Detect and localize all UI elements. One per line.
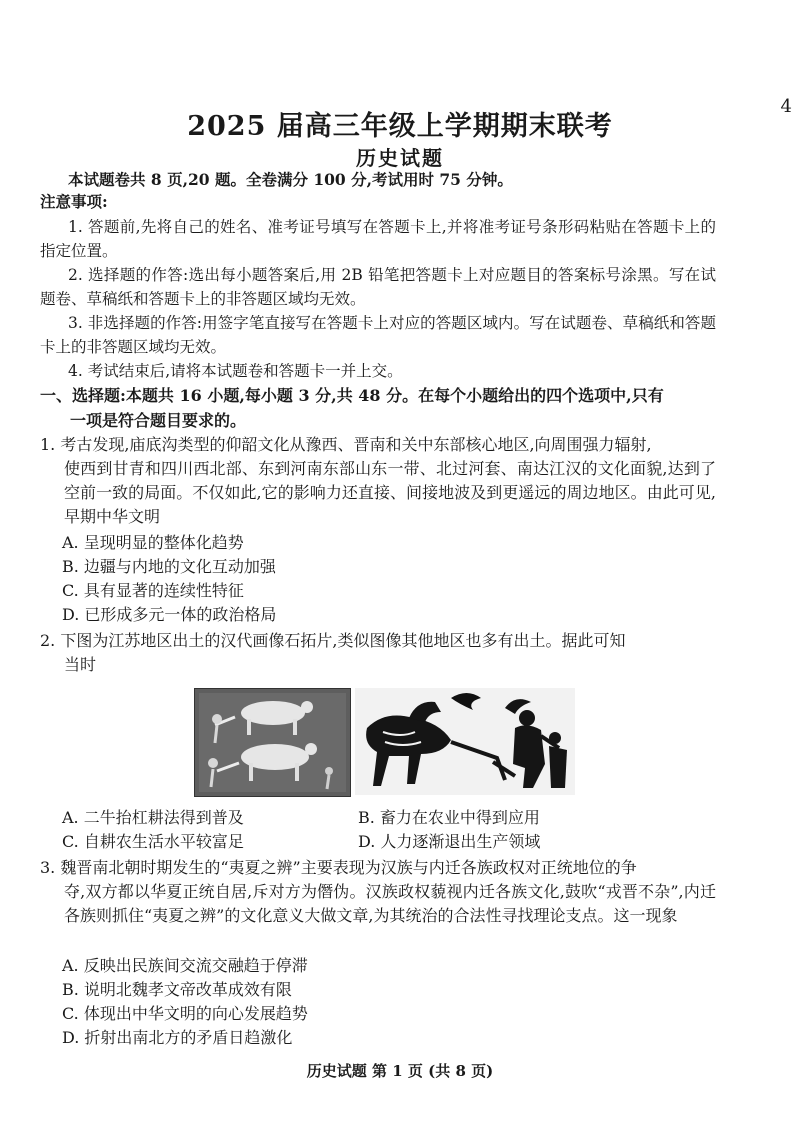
question-2-option-b: B. 畜力在农业中得到应用 <box>358 808 540 827</box>
question-2-first-line: 2. 下图为江苏地区出土的汉代画像石拓片,类似图像其他地区也多有出土。据此可知 <box>40 631 626 650</box>
page-corner-number: 4 <box>780 96 792 117</box>
horse-plowing-rubbing-image <box>355 688 575 795</box>
question-3-option-a: A. 反映出民族间交流交融趋于停滞 <box>62 956 308 975</box>
stone-rubbing-image-1 <box>194 688 351 797</box>
section-heading-line1: 一、选择题:本题共 16 小题,每小题 3 分,共 48 分。在每个小题给出的四个选项中,只有 <box>40 386 664 405</box>
question-3-option-b: B. 说明北魏孝文帝改革成效有限 <box>62 980 292 999</box>
note-item-1: 1. 答题前,先将自己的姓名、准考证号填写在答题卡上,并将准考证号条形码粘贴在答题卡上的指定位置。 <box>40 218 716 260</box>
ox-plowing-rubbing-image <box>195 689 350 796</box>
stone-rubbing-image-2 <box>355 688 575 795</box>
subject-title: 历史试题 <box>356 146 444 170</box>
paper-info: 本试题卷共 8 页,20 题。全卷满分 100 分,考试用时 75 分钟。 <box>68 170 513 189</box>
question-2-option-d: D. 人力逐渐退出生产领域 <box>358 832 541 851</box>
question-3-option-c: C. 体现出中华文明的向心发展趋势 <box>62 1004 308 1023</box>
question-3-stem <box>40 856 716 928</box>
question-2-stem <box>40 629 716 677</box>
question-2-text: 当时 <box>64 655 97 674</box>
question-1-text: 使西到甘青和四川西北部、东到河南东部山东一带、北过河套、南达江汉的文化面貌,达到了空前一致的局面。不仅如此,它的影响力还直接、间接地波及到更遥远的周边地区。由此可见,早期中华文明 <box>64 459 716 526</box>
question-3-first-line: 3. 魏晋南北朝时期发生的“夷夏之辨”主要表现为汉族与内迁各族政权对正统地位的争 <box>40 858 637 877</box>
question-1-option-c: C. 具有显著的连续性特征 <box>62 581 244 600</box>
question-1-first-line: 1. 考古发现,庙底沟类型的仰韶文化从豫西、晋南和关中东部核心地区,向周围强力辐射, <box>40 435 652 454</box>
question-2-option-c: C. 自耕农生活水平较富足 <box>62 832 244 851</box>
note-item-3: 3. 非选择题的作答:用签字笔直接写在答题卡上对应的答题区域内。写在试题卷、草稿纸和答题卡上的非答题区域均无效。 <box>40 314 716 356</box>
question-1-stem <box>40 433 716 529</box>
exam-title: 2025 届高三年级上学期期末联考 <box>187 111 613 142</box>
page-footer: 历史试题 第 1 页 (共 8 页) <box>306 1062 494 1080</box>
question-3-text: 夺,双方都以华夏正统自居,斥对方为僭伪。汉族政权藐视内迁各族文化,鼓吹“戎晋不杂”,内迁各族则抓住“夷夏之辨”的文化意义大做文章,为其统治的合法性寻找理论支点。这一现象 <box>64 882 716 925</box>
section-heading-line2: 一项是符合题目要求的。 <box>70 411 247 430</box>
notes-heading: 注意事项: <box>40 192 108 211</box>
section-heading <box>40 383 720 433</box>
note-item-4: 4. 考试结束后,请将本试题卷和答题卡一并上交。 <box>68 362 403 380</box>
question-1-option-b: B. 边疆与内地的文化互动加强 <box>62 557 276 576</box>
question-2-option-a: A. 二牛抬杠耕法得到普及 <box>62 808 244 827</box>
note-item-2: 2. 选择题的作答:选出每小题答案后,用 2B 铅笔把答题卡上对应题目的答案标号涂黑。写在试题卷、草稿纸和答题卡上的非答题区域均无效。 <box>40 266 716 308</box>
question-1-option-a: A. 呈现明显的整体化趋势 <box>62 533 244 552</box>
question-1-option-d: D. 已形成多元一体的政治格局 <box>62 605 277 624</box>
question-3-option-d: D. 折射出南北方的矛盾日趋激化 <box>62 1028 293 1047</box>
